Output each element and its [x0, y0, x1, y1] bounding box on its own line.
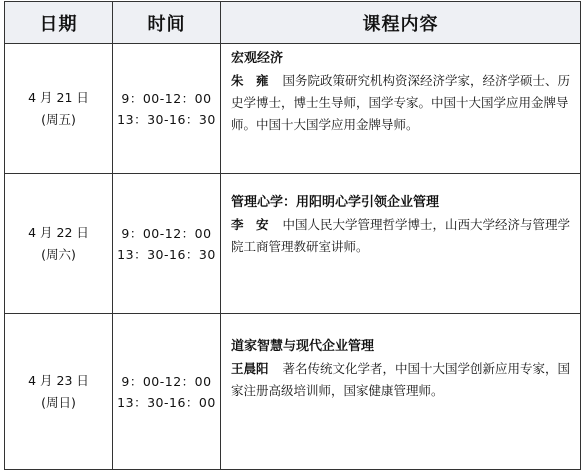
time-afternoon: 13：30-16：30 — [117, 111, 216, 127]
date-cell — [5, 174, 113, 314]
time-cell — [113, 174, 221, 314]
speaker-info — [231, 214, 574, 258]
speaker-name: 王晨阳 — [231, 361, 269, 376]
course-title: 管理心学：用阳明心学引领企业管理 — [231, 195, 440, 210]
date-cell — [5, 314, 113, 470]
table-row — [5, 174, 581, 314]
weekday-text: (周五) — [41, 111, 76, 127]
course-title: 宏观经济 — [231, 51, 284, 66]
time-morning: 9：00-12：00 — [121, 90, 212, 106]
date-text: 4 月 21 日 — [28, 89, 89, 105]
speaker-info — [231, 358, 574, 402]
header-time: 时间 — [113, 2, 221, 44]
content-cell — [221, 174, 581, 314]
speaker-info — [231, 70, 574, 136]
table-row — [5, 314, 581, 470]
time-cell — [113, 314, 221, 470]
content-cell — [221, 314, 581, 470]
speaker-name: 朱 雍 — [231, 73, 269, 88]
course-title: 道家智慧与现代企业管理 — [231, 339, 375, 354]
header-content: 课程内容 — [221, 2, 581, 44]
time-morning: 9：00-12：00 — [121, 373, 212, 389]
speaker-name: 李 安 — [231, 217, 269, 232]
time-afternoon: 13：30-16：00 — [117, 394, 216, 410]
header-date: 日期 — [5, 2, 113, 44]
time-morning: 9：00-12：00 — [121, 225, 212, 241]
weekday-text: (周日) — [41, 394, 76, 410]
table-row — [5, 44, 581, 174]
date-text: 4 月 22 日 — [28, 224, 89, 240]
time-cell — [113, 44, 221, 174]
date-cell — [5, 44, 113, 174]
content-cell — [221, 44, 581, 174]
speaker-description: 国务院政策研究机构资深经济学家，经济学硕士、历史学博士，博士生导师，国学专家。中国十大国学应用金牌导师。中国十大国学应用金牌导师。 — [231, 73, 571, 132]
speaker-description: 中国人民大学管理哲学博士，山西大学经济与管理学院工商管理教研室讲师。 — [231, 217, 571, 254]
weekday-text: (周六) — [41, 246, 76, 262]
speaker-description: 著名传统文化学者，中国十大国学创新应用专家，国家注册高级培训师，国家健康管理师。 — [231, 361, 571, 398]
date-text: 4 月 23 日 — [28, 372, 89, 388]
time-afternoon: 13：30-16：30 — [117, 246, 216, 262]
course-schedule-table — [4, 1, 581, 470]
table-header-row — [5, 2, 581, 44]
